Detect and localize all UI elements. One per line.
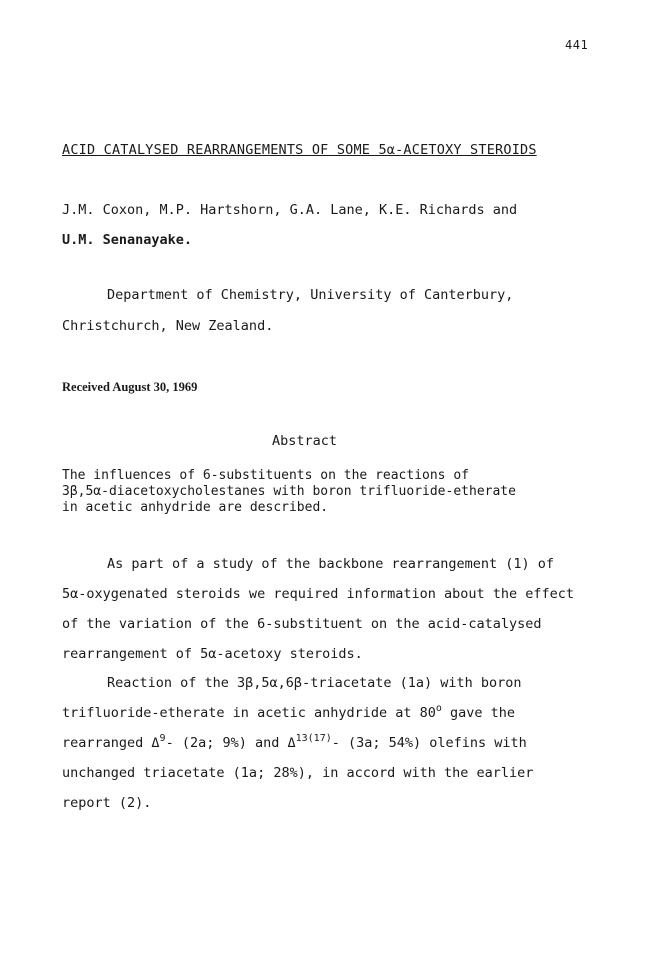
superscript: 13(17) bbox=[295, 733, 332, 744]
authors-line-2: U.M. Senanayake. bbox=[62, 232, 193, 248]
affiliation-line-2: Christchurch, New Zealand. bbox=[62, 318, 274, 334]
body-text: gave the bbox=[441, 705, 516, 721]
affiliation-line-1: Department of Chemistry, University of Canterbury, bbox=[107, 287, 514, 303]
abstract-line: 3β,5α-diacetoxycholestanes with boron trifluoride-etherate bbox=[62, 484, 516, 499]
abstract-text bbox=[62, 468, 516, 516]
body-text: trifluoride-etherate in acetic anhydride at 80 bbox=[62, 705, 436, 721]
abstract-line: in acetic anhydride are described. bbox=[62, 500, 329, 515]
body-text: rearranged Δ bbox=[62, 735, 160, 751]
superscript: 9 bbox=[159, 733, 166, 744]
body-line: unchanged triacetate (1a; 28%), in accord with the earlier bbox=[62, 765, 534, 781]
abstract-heading: Abstract bbox=[272, 433, 338, 449]
body-line: Reaction of the 3β,5α,6β-triacetate (1a) with boron bbox=[107, 675, 522, 691]
received-date: Received August 30, 1969 bbox=[62, 380, 198, 394]
body-line: report (2). bbox=[62, 795, 152, 811]
page-number: 441 bbox=[565, 38, 589, 52]
paper-title: ACID CATALYSED REARRANGEMENTS OF SOME 5α-ACETOXY STEROIDS bbox=[62, 142, 537, 158]
abstract-line: The influences of 6-substituents on the reactions of bbox=[62, 468, 469, 483]
body-line: As part of a study of the backbone rearrangement (1) of bbox=[107, 556, 555, 572]
body-text: - (2a; 9%) and Δ bbox=[165, 735, 296, 751]
body-line bbox=[62, 705, 515, 721]
body-line: 5α-oxygenated steroids we required information about the effect bbox=[62, 586, 575, 602]
body-text: - (3a; 54%) olefins with bbox=[331, 735, 527, 751]
degree-sign: o bbox=[435, 703, 442, 714]
body-line: of the variation of the 6-substituent on the acid-catalysed bbox=[62, 616, 542, 632]
authors-line-1 bbox=[62, 200, 517, 220]
body-line bbox=[62, 735, 527, 751]
body-line: rearrangement of 5α-acetoxy steroids. bbox=[62, 646, 363, 662]
authors-text-1: J.M. Coxon, M.P. Hartshorn, G.A. Lane, K.E. Richards and bbox=[62, 202, 518, 218]
